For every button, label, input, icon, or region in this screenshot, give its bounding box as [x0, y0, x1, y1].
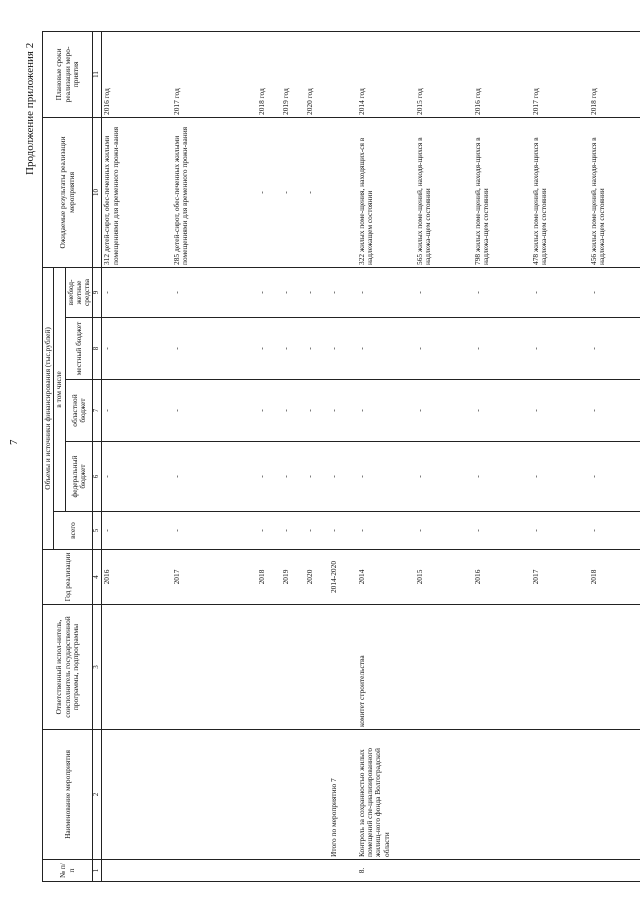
header-executor: Ответственный испол-нитель, соисполнитель государственной программы, подпрограммы [43, 605, 93, 730]
cell-local: - [357, 318, 415, 380]
cell-executor: комитет строительства [357, 605, 415, 730]
cell-federal: - [415, 442, 473, 512]
table-row [531, 31, 589, 881]
cell-result [329, 117, 357, 267]
column-number: 11 [93, 31, 102, 117]
cell-federal: - [305, 442, 329, 512]
cell-term: 2019 год [281, 31, 305, 117]
cell-name [589, 730, 640, 860]
cell-year: 2014 [357, 550, 415, 605]
cell-executor [172, 605, 257, 730]
program-table [42, 31, 640, 882]
cell-year: 2016 [102, 550, 172, 605]
header-funding: Объемы и источники финансирования (тыс.рублей) [43, 267, 54, 549]
cell-local: - [172, 318, 257, 380]
cell-total: - [257, 512, 281, 550]
column-number: 8 [93, 318, 102, 380]
header-results: Ожидаемые результаты реализации мероприятия [43, 117, 93, 267]
table-row [357, 31, 415, 881]
table-row [172, 31, 257, 881]
cell-result: 285 детей-сирот, обес-печенных жилыми помещениями для временного прожи-вания [172, 117, 257, 267]
cell-name [415, 730, 473, 860]
column-number: 3 [93, 605, 102, 730]
cell-num [172, 860, 257, 882]
cell-executor [473, 605, 531, 730]
cell-num [589, 860, 640, 882]
cell-total: - [415, 512, 473, 550]
cell-term: 2016 год [102, 31, 172, 117]
column-number: 9 [93, 267, 102, 317]
column-number: 6 [93, 442, 102, 512]
cell-executor [531, 605, 589, 730]
cell-extra: - [102, 267, 172, 317]
cell-year: 2014-2020 [329, 550, 357, 605]
cell-regional: - [329, 380, 357, 442]
cell-num [305, 860, 329, 882]
cell-regional: - [281, 380, 305, 442]
cell-num [473, 860, 531, 882]
cell-local: - [102, 318, 172, 380]
cell-regional: - [415, 380, 473, 442]
page-number: 7 [8, 439, 20, 445]
cell-total: - [357, 512, 415, 550]
cell-year: 2020 [305, 550, 329, 605]
cell-name: Контроль за сохранностью жилых помещений спе-циализированного жилищ-ного фонда Волгоградской области [357, 730, 415, 860]
cell-result: - [257, 117, 281, 267]
column-number: 7 [93, 380, 102, 442]
cell-total: - [305, 512, 329, 550]
cell-executor [257, 605, 281, 730]
cell-term [329, 31, 357, 117]
cell-result: 322 жилых поме-щения, находящих-ся в надлежащем состоянии [357, 117, 415, 267]
table-row [415, 31, 473, 881]
cell-num [281, 860, 305, 882]
table-row [473, 31, 531, 881]
program-table-sheet [42, 32, 632, 882]
cell-federal: - [357, 442, 415, 512]
cell-term: 2018 год [257, 31, 281, 117]
cell-name [102, 730, 172, 860]
cell-regional: - [257, 380, 281, 442]
column-number: 1 [93, 860, 102, 882]
table-row [281, 31, 305, 881]
column-number: 2 [93, 730, 102, 860]
cell-name [172, 730, 257, 860]
cell-federal: - [281, 442, 305, 512]
cell-executor [329, 605, 357, 730]
cell-federal: - [172, 442, 257, 512]
cell-executor [102, 605, 172, 730]
header-year: Год реализации [43, 550, 93, 605]
cell-name: Итого по мероприятию 7 [329, 730, 357, 860]
cell-federal: - [589, 442, 640, 512]
cell-regional: - [531, 380, 589, 442]
cell-extra: - [257, 267, 281, 317]
cell-result: - [305, 117, 329, 267]
header-extrabudget: внебюд-жетные средства [65, 267, 93, 317]
header-local: местный бюджет [65, 318, 93, 380]
cell-extra: - [281, 267, 305, 317]
cell-local: - [257, 318, 281, 380]
cell-num [329, 860, 357, 882]
cell-term: 2017 год [531, 31, 589, 117]
cell-federal: - [329, 442, 357, 512]
cell-term: 2014 год [357, 31, 415, 117]
cell-year: 2016 [473, 550, 531, 605]
cell-regional: - [305, 380, 329, 442]
cell-year: 2019 [281, 550, 305, 605]
cell-term: 2020 год [305, 31, 329, 117]
cell-num: 8. [357, 860, 415, 882]
cell-result: 478 жилых поме-щений, находя-щихся в надлежа-щем состоянии [531, 117, 589, 267]
table-row [102, 31, 172, 881]
cell-term: 2015 год [415, 31, 473, 117]
cell-local: - [281, 318, 305, 380]
cell-regional: - [172, 380, 257, 442]
cell-name [531, 730, 589, 860]
cell-extra: - [172, 267, 257, 317]
column-number: 10 [93, 117, 102, 267]
cell-executor [415, 605, 473, 730]
cell-num [257, 860, 281, 882]
header-num: № п/п [43, 860, 93, 882]
cell-name [305, 730, 329, 860]
cell-extra: - [589, 267, 640, 317]
cell-federal: - [102, 442, 172, 512]
cell-regional: - [357, 380, 415, 442]
cell-extra: - [415, 267, 473, 317]
cell-regional: - [102, 380, 172, 442]
cell-result: 565 жилых поме-щений, находя-щихся в надлежа-щем состоянии [415, 117, 473, 267]
cell-federal: - [531, 442, 589, 512]
cell-extra: - [329, 267, 357, 317]
cell-term: 2017 год [172, 31, 257, 117]
cell-regional: - [473, 380, 531, 442]
cell-local: - [589, 318, 640, 380]
cell-regional: - [589, 380, 640, 442]
cell-year: 2017 [531, 550, 589, 605]
cell-year: 2015 [415, 550, 473, 605]
cell-total: - [531, 512, 589, 550]
cell-extra: - [473, 267, 531, 317]
cell-executor [281, 605, 305, 730]
header-federal: федеральный бюджет [65, 442, 93, 512]
cell-name [257, 730, 281, 860]
cell-federal: - [257, 442, 281, 512]
cell-num [531, 860, 589, 882]
cell-local: - [531, 318, 589, 380]
cell-local: - [473, 318, 531, 380]
table-row-total [329, 31, 357, 881]
cell-local: - [415, 318, 473, 380]
cell-result: - [281, 117, 305, 267]
cell-executor [305, 605, 329, 730]
cell-total: - [281, 512, 305, 550]
cell-extra: - [531, 267, 589, 317]
cell-term: 2016 год [473, 31, 531, 117]
cell-total: - [329, 512, 357, 550]
cell-year: 2017 [172, 550, 257, 605]
cell-federal: - [473, 442, 531, 512]
cell-local: - [329, 318, 357, 380]
header-terms: Плановые сроки реализации меро-приятия [43, 31, 93, 117]
cell-local: - [305, 318, 329, 380]
cell-result: 312 детей-сирот, обес-печенных жилыми помещениями для временного прожи-вания [102, 117, 172, 267]
appendix-title: Продолжение приложения 2 [24, 42, 36, 175]
cell-num [102, 860, 172, 882]
cell-result: 456 жилых поме-щений, находя-щихся в надлежа-щем состоянии [589, 117, 640, 267]
table-row [257, 31, 281, 881]
cell-total: - [473, 512, 531, 550]
cell-total: - [172, 512, 257, 550]
table-row [589, 31, 640, 881]
header-name: Наименование мероприятия [43, 730, 93, 860]
cell-extra: - [305, 267, 329, 317]
header-in-that-number: в том числе [54, 267, 65, 511]
table-row [305, 31, 329, 881]
cell-year: 2018 [257, 550, 281, 605]
cell-name [473, 730, 531, 860]
column-number-row [93, 31, 102, 881]
cell-num [415, 860, 473, 882]
cell-extra: - [357, 267, 415, 317]
column-number: 5 [93, 512, 102, 550]
cell-name [281, 730, 305, 860]
cell-result: 798 жилых поме-щений, находя-щихся в надлежа-щем состоянии [473, 117, 531, 267]
header-total: всего [54, 512, 93, 550]
cell-term: 2018 год [589, 31, 640, 117]
cell-executor [589, 605, 640, 730]
cell-year: 2018 [589, 550, 640, 605]
header-regional: областной бюджет [65, 380, 93, 442]
cell-total: - [102, 512, 172, 550]
column-number: 4 [93, 550, 102, 605]
cell-total: - [589, 512, 640, 550]
